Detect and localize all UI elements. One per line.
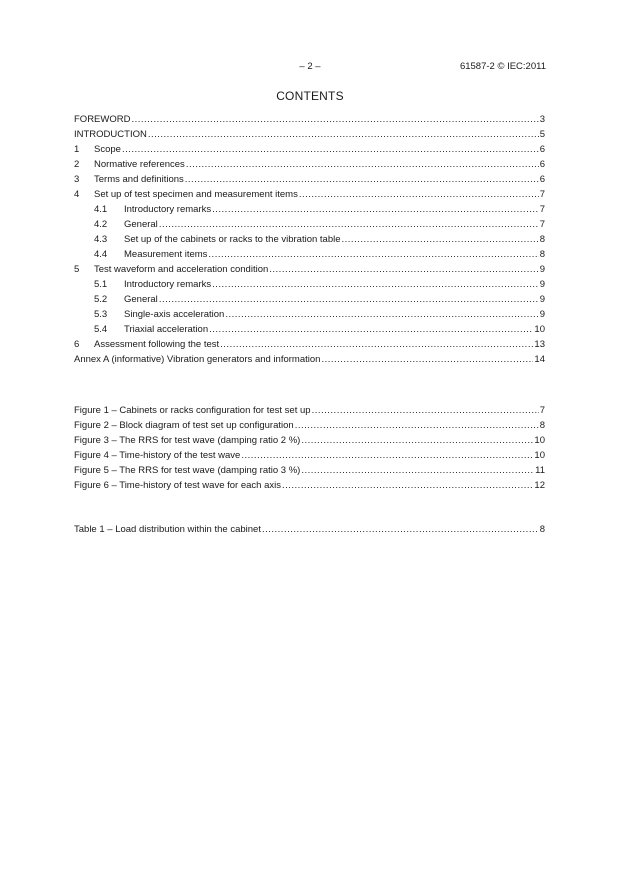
- figure-entry-title: Figure 2 – Block diagram of test set up configuration: [74, 420, 294, 431]
- toc-tables-list: [74, 521, 545, 536]
- section-entry[interactable]: [74, 231, 545, 246]
- dot-leader: [159, 294, 539, 306]
- section-entry[interactable]: [74, 141, 545, 156]
- section-entry-page: 9: [539, 279, 545, 290]
- dot-leader: [186, 159, 539, 171]
- section-entry-title: Test waveform and acceleration condition: [94, 264, 269, 275]
- dot-leader: [159, 219, 539, 231]
- section-entry-page: 6: [539, 144, 545, 155]
- section-entry-page: 9: [539, 264, 545, 275]
- dot-leader: [131, 114, 538, 126]
- section-entry-number: 6: [74, 339, 80, 350]
- dot-leader: [269, 264, 538, 276]
- figure-entry-page: 10: [534, 435, 545, 446]
- dot-leader: [212, 279, 539, 291]
- figure-entry[interactable]: [74, 462, 545, 477]
- section-entry-number: 1: [74, 144, 80, 155]
- section-entry-page: 6: [539, 174, 545, 185]
- section-entry[interactable]: [74, 336, 545, 351]
- dot-leader: [295, 420, 539, 432]
- section-entry[interactable]: [74, 306, 545, 321]
- figure-entry-page: 10: [534, 450, 545, 461]
- section-entry-number: 4.2: [94, 219, 108, 230]
- dot-leader: [225, 309, 538, 321]
- dot-leader: [312, 405, 539, 417]
- dot-leader: [241, 450, 533, 462]
- section-entry-number: 5.2: [94, 294, 108, 305]
- figure-entry-title: Figure 6 – Time-history of test wave for each axis: [74, 480, 281, 491]
- section-entry[interactable]: [74, 156, 545, 171]
- section-entry-title: Measurement items: [124, 249, 208, 260]
- section-entry-title: Set up of the cabinets or racks to the vibration table: [124, 234, 341, 245]
- section-entry-page: 8: [539, 249, 545, 260]
- table-entry-title: Table 1 – Load distribution within the cabinet: [74, 524, 261, 535]
- dot-leader: [220, 339, 533, 351]
- section-entry[interactable]: [74, 186, 545, 201]
- section-entry-title: Annex A (informative) Vibration generators and information: [74, 354, 321, 365]
- section-entry[interactable]: [74, 126, 545, 141]
- section-entry-page: 9: [539, 309, 545, 320]
- section-entry-number: 5.3: [94, 309, 108, 320]
- dot-leader: [209, 324, 533, 336]
- section-entry-number: 4.4: [94, 249, 108, 260]
- figure-entry[interactable]: [74, 447, 545, 462]
- section-entry-page: 9: [539, 294, 545, 305]
- table-entry-page: 8: [539, 524, 545, 535]
- section-entry-page: 7: [539, 189, 545, 200]
- page-number: – 2 –: [299, 61, 321, 72]
- document-reference: 61587-2 © IEC:2011: [459, 61, 546, 72]
- section-entry[interactable]: [74, 276, 545, 291]
- section-entry[interactable]: [74, 246, 545, 261]
- section-entry-page: 14: [534, 354, 545, 365]
- section-entry-title: Set up of test specimen and measurement items: [94, 189, 298, 200]
- section-entry[interactable]: [74, 171, 545, 186]
- section-entry-number: 4.1: [94, 204, 108, 215]
- section-entry-number: 2: [74, 159, 80, 170]
- section-entry-page: 3: [539, 114, 545, 125]
- toc-sections-list: [74, 111, 545, 366]
- section-entry-number: 5.1: [94, 279, 108, 290]
- dot-leader: [299, 189, 539, 201]
- section-entry-title: Single-axis acceleration: [124, 309, 225, 320]
- dot-leader: [148, 129, 539, 141]
- section-entry-title: FOREWORD: [74, 114, 131, 125]
- section-entry-page: 10: [534, 324, 545, 335]
- dot-leader: [301, 435, 533, 447]
- figure-entry-title: Figure 5 – The RRS for test wave (damping ratio 3 %): [74, 465, 301, 476]
- dot-leader: [122, 144, 539, 156]
- figure-entry-title: Figure 1 – Cabinets or racks configuration for test set up: [74, 405, 311, 416]
- section-entry[interactable]: [74, 321, 545, 336]
- section-entry-title: Introductory remarks: [124, 204, 212, 215]
- dot-leader: [342, 234, 539, 246]
- section-entry-title: Assessment following the test: [94, 339, 220, 350]
- dot-leader: [321, 354, 533, 366]
- section-entry[interactable]: [74, 261, 545, 276]
- section-entry-page: 6: [539, 159, 545, 170]
- section-entry-title: Introductory remarks: [124, 279, 212, 290]
- section-entry-title: Triaxial acceleration: [124, 324, 209, 335]
- figure-entry-page: 12: [534, 480, 545, 491]
- dot-leader: [212, 204, 539, 216]
- section-entry-title: INTRODUCTION: [74, 129, 147, 140]
- figure-entry-title: Figure 3 – The RRS for test wave (damping ratio 2 %): [74, 435, 301, 446]
- toc-figures-list: [74, 402, 545, 492]
- figure-entry[interactable]: [74, 477, 545, 492]
- section-entry-title: Normative references: [94, 159, 185, 170]
- section-entry-number: 5: [74, 264, 80, 275]
- section-entry[interactable]: [74, 351, 545, 366]
- dot-leader: [301, 465, 534, 477]
- section-entry[interactable]: [74, 291, 545, 306]
- figure-entry-page: 11: [535, 465, 545, 476]
- dot-leader: [208, 249, 538, 261]
- section-entry[interactable]: [74, 201, 545, 216]
- figure-entry[interactable]: [74, 402, 545, 417]
- section-entry-number: 4.3: [94, 234, 108, 245]
- section-entry-page: 5: [539, 129, 545, 140]
- figure-entry-page: 7: [539, 405, 545, 416]
- section-entry-title: General: [124, 219, 158, 230]
- section-entry-page: 7: [539, 204, 545, 215]
- dot-leader: [185, 174, 539, 186]
- section-entry[interactable]: [74, 216, 545, 231]
- section-entry-title: Terms and definitions: [94, 174, 184, 185]
- figure-entry[interactable]: [74, 432, 545, 447]
- section-entry-number: 5.4: [94, 324, 108, 335]
- dot-leader: [262, 524, 539, 536]
- section-entry[interactable]: [74, 111, 545, 126]
- table-entry[interactable]: [74, 521, 545, 536]
- section-entry-title: Scope: [94, 144, 121, 155]
- figure-entry-title: Figure 4 – Time-history of the test wave: [74, 450, 241, 461]
- figure-entry-page: 8: [539, 420, 545, 431]
- dot-leader: [282, 480, 533, 492]
- page-title: CONTENTS: [276, 89, 344, 103]
- section-entry-title: General: [124, 294, 158, 305]
- figure-entry[interactable]: [74, 417, 545, 432]
- section-entry-number: 4: [74, 189, 80, 200]
- section-entry-page: 13: [534, 339, 545, 350]
- section-entry-number: 3: [74, 174, 80, 185]
- section-entry-page: 7: [539, 219, 545, 230]
- section-entry-page: 8: [539, 234, 545, 245]
